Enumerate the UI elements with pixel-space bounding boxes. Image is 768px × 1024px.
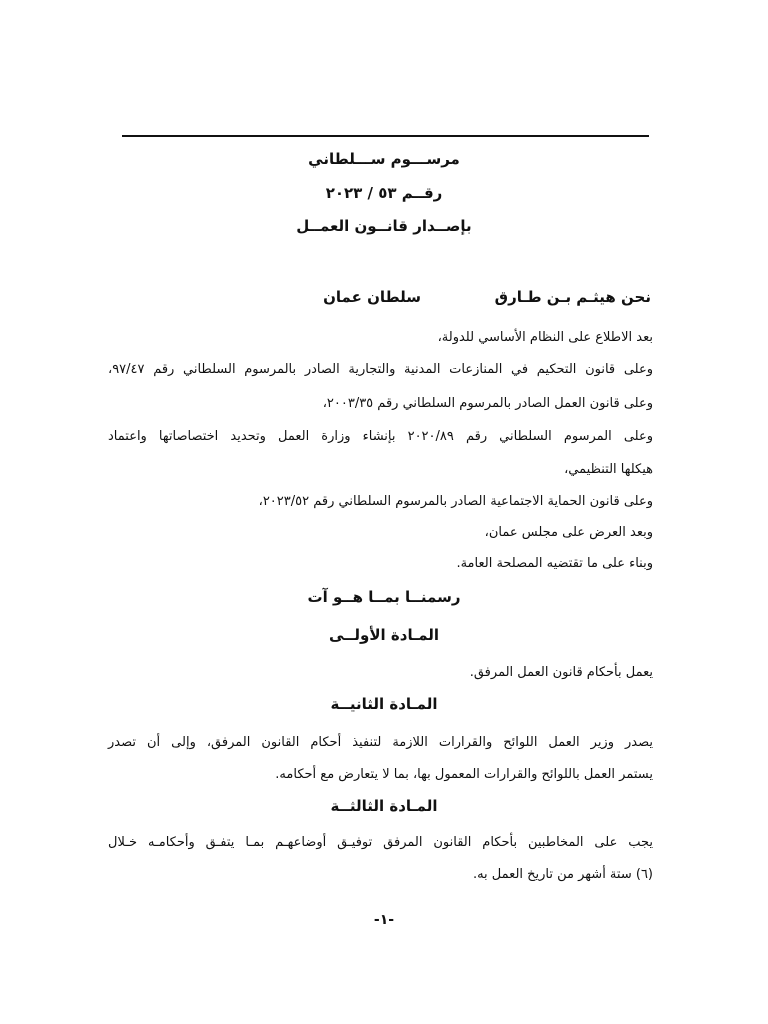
decree-number: رقــم ٥٣ / ٢٠٢٣ (325, 184, 443, 202)
decree-clause: رسمنــا بمــا هــو آت (307, 588, 461, 606)
article-1-text: يعمل بأحكام قانون العمل المرفق. (469, 665, 653, 680)
issuer-title: سلطان عمان (323, 288, 421, 306)
top-rule (122, 135, 649, 137)
decree-title: مرســـوم ســـلطاني (308, 150, 460, 168)
article-1-heading: المـادة الأولــى (328, 626, 440, 644)
issuer-name: نحن هيثـم بـن طـارق (494, 288, 651, 306)
decree-subject: بإصــدار قانــون العمــل (296, 217, 472, 235)
preamble-line: وبعد العرض على مجلس عمان، (484, 525, 653, 540)
article-2-text: يصدر وزير العمل اللوائح والقرارات اللازمة لتنفيذ أحكام القانون المرفق، وإلى أن تصدر (108, 735, 653, 750)
preamble-line: بعد الاطلاع على النظام الأساسي للدولة، (437, 330, 653, 345)
page-number: -١- (373, 912, 395, 928)
article-2-heading: المـادة الثانيــة (330, 695, 438, 713)
article-3-heading: المـادة الثالثــة (330, 797, 438, 815)
preamble-line: وعلى قانون العمل الصادر بالمرسوم السلطاني رقم ٢٠٠٣/٣٥، (322, 396, 653, 411)
preamble-line: هيكلها التنظيمي، (564, 462, 653, 477)
article-3-text: (٦) ستة أشهر من تاريخ العمل به. (472, 867, 653, 882)
preamble-line: وعلى قانون الحماية الاجتماعية الصادر بالمرسوم السلطاني رقم ٢٠٢٣/٥٢، (258, 494, 653, 509)
preamble-line: وعلى قانون التحكيم في المنازعات المدنية والتجارية الصادر بالمرسوم السلطاني رقم ٩٧/٤٧، (108, 362, 653, 377)
article-3-text: يجب على المخاطبين بأحكام القانون المرفق توفيـق أوضاعهـم بمـا يتفـق وأحكامـه خـلال (108, 835, 653, 850)
article-2-text: يستمر العمل باللوائح والقرارات المعمول بها، بما لا يتعارض مع أحكامه. (275, 767, 653, 782)
preamble-line: وعلى المرسوم السلطاني رقم ٢٠٢٠/٨٩ بإنشاء وزارة العمل وتحديد اختصاصاتها واعتماد (108, 429, 653, 444)
preamble-line: وبناء على ما تقتضيه المصلحة العامة. (456, 556, 653, 571)
